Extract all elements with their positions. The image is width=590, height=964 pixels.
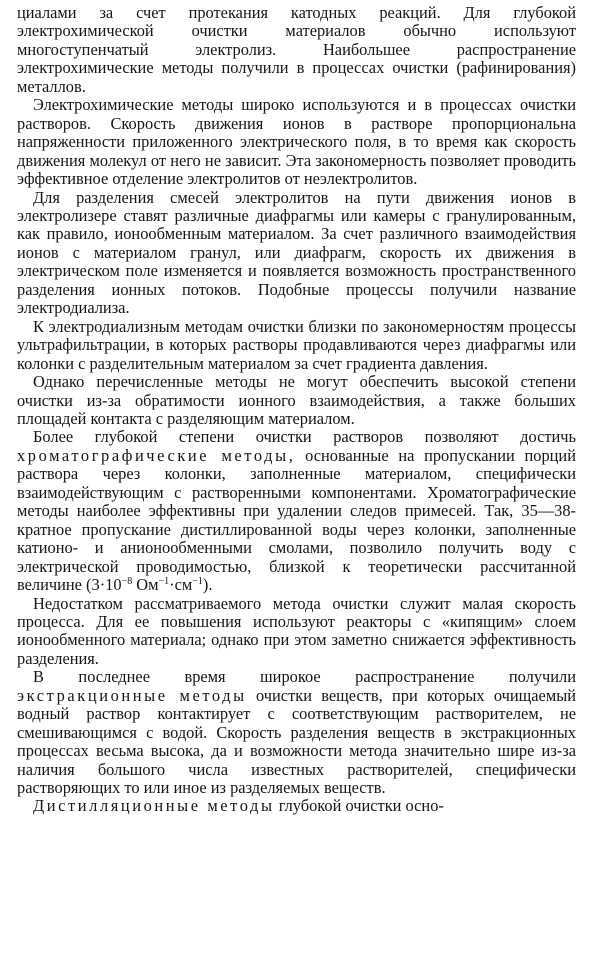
paragraph-text: основанные на пропускании порций раствора через колонки, заполненные материалом, специфически взаимодействующим с растворенными компонентами. Хроматографические методы наиболее эффективны при удалении следов примесей. Так, 35—38-кратное пропускание дистиллированной воды через колонки, заполненные катионо- и анионообменными смолами, позволило получить воду с электрической проводимостью, близкой к теоретически рассчитанной величине <box>17 445 576 595</box>
term-chromatographic-methods: хроматографические методы, <box>17 445 296 465</box>
paragraph-text: Однако перечисленные методы не могут обеспечить высокой степени очистки из-за обратимости ионного взаимодействия, а также больших площадей контакта с разделяющим материалом. <box>17 372 576 428</box>
paragraph-text: глубокой очистки осно- <box>278 796 444 816</box>
paragraph-limitations <box>17 373 576 428</box>
exponent-1: −8 <box>121 576 133 588</box>
paragraph-ultrafiltration <box>17 318 576 373</box>
conductivity-formula <box>86 575 212 594</box>
paragraph-text: циалами за счет протекания катодных реакций. Для глубокой электрохимической очистки материалов обычно используют многоступенчатый электролиз. Наибольшее распространение электрохимические методы получили в процессах очистки (рафинирования) металлов. <box>17 3 576 96</box>
paragraph-extraction <box>17 668 576 797</box>
paragraph-text: К электродиализным методам очистки близки по закономерностям процессы ультрафильтрации, в которых растворы продавливаются через диафрагмы или колонки с разделительным материалом за счет градиента давления. <box>17 316 576 373</box>
formula-open: (3·10 <box>86 575 122 595</box>
term-distillation-methods: Дистилляционные методы <box>33 796 275 816</box>
exponent-3: −1 <box>192 576 203 588</box>
paragraph-intro: Более глубокой степени очистки растворов позволяют достичь <box>33 427 576 447</box>
paragraph-text: Недостатком рассматриваемого метода очистки служит малая скорость процесса. Для ее повышения используют реакторы с «кипящим» слоем ионообменного материала; однако при этом заметно снижается эффективность разделения. <box>17 593 576 668</box>
paragraph-distillation <box>17 797 576 815</box>
paragraph-chromatography <box>17 428 576 594</box>
paragraph-continuation <box>17 4 576 96</box>
paragraph-electrodialysis <box>17 189 576 318</box>
paragraph-text: Электрохимические методы широко используются и в процессах очистки растворов. Скорость движения ионов в растворе пропорциональна напряженности приложенного электрического поля, в то время как скорость движения молекул от него не зависит. Эта закономерность позволяет проводить эффективное отделение электролитов от неэлектролитов. <box>17 95 576 189</box>
paragraph-electrochemical-solutions <box>17 96 576 188</box>
unit-ohm: Ом <box>132 575 159 595</box>
paragraph-text: очистки веществ, при которых очищаемый водный раствор контактирует с соответствующим растворителем, не смешивающимся с водой. Скорость разделения веществ в экстракционных процессах весьма высока, да и возможности метода значительно шире из-за наличия большого числа известных растворителей, специфически растворяющих то или иное из разделяемых веществ. <box>17 685 576 798</box>
paragraph-drawback <box>17 595 576 669</box>
term-extraction-methods: экстракционные методы <box>17 685 247 705</box>
paragraph-text: Для разделения смесей электролитов на пути движения ионов в электролизере ставят различные диафрагмы или камеры с гранулированным, как правило, ионообменным материалом. За счет различного взаимодействия ионов с материалом гранул, или диафрагм, скорость их движения в электрическом поле изменяется и появляется возможность пространственного разделения ионных потоков. Подобные процессы получили название электродиализа. <box>17 187 576 318</box>
paragraph-intro: В последнее время широкое распространение получили <box>33 667 576 687</box>
formula-close: ). <box>202 575 213 595</box>
unit-cm: ·см <box>169 575 193 595</box>
exponent-2: −1 <box>158 576 170 588</box>
